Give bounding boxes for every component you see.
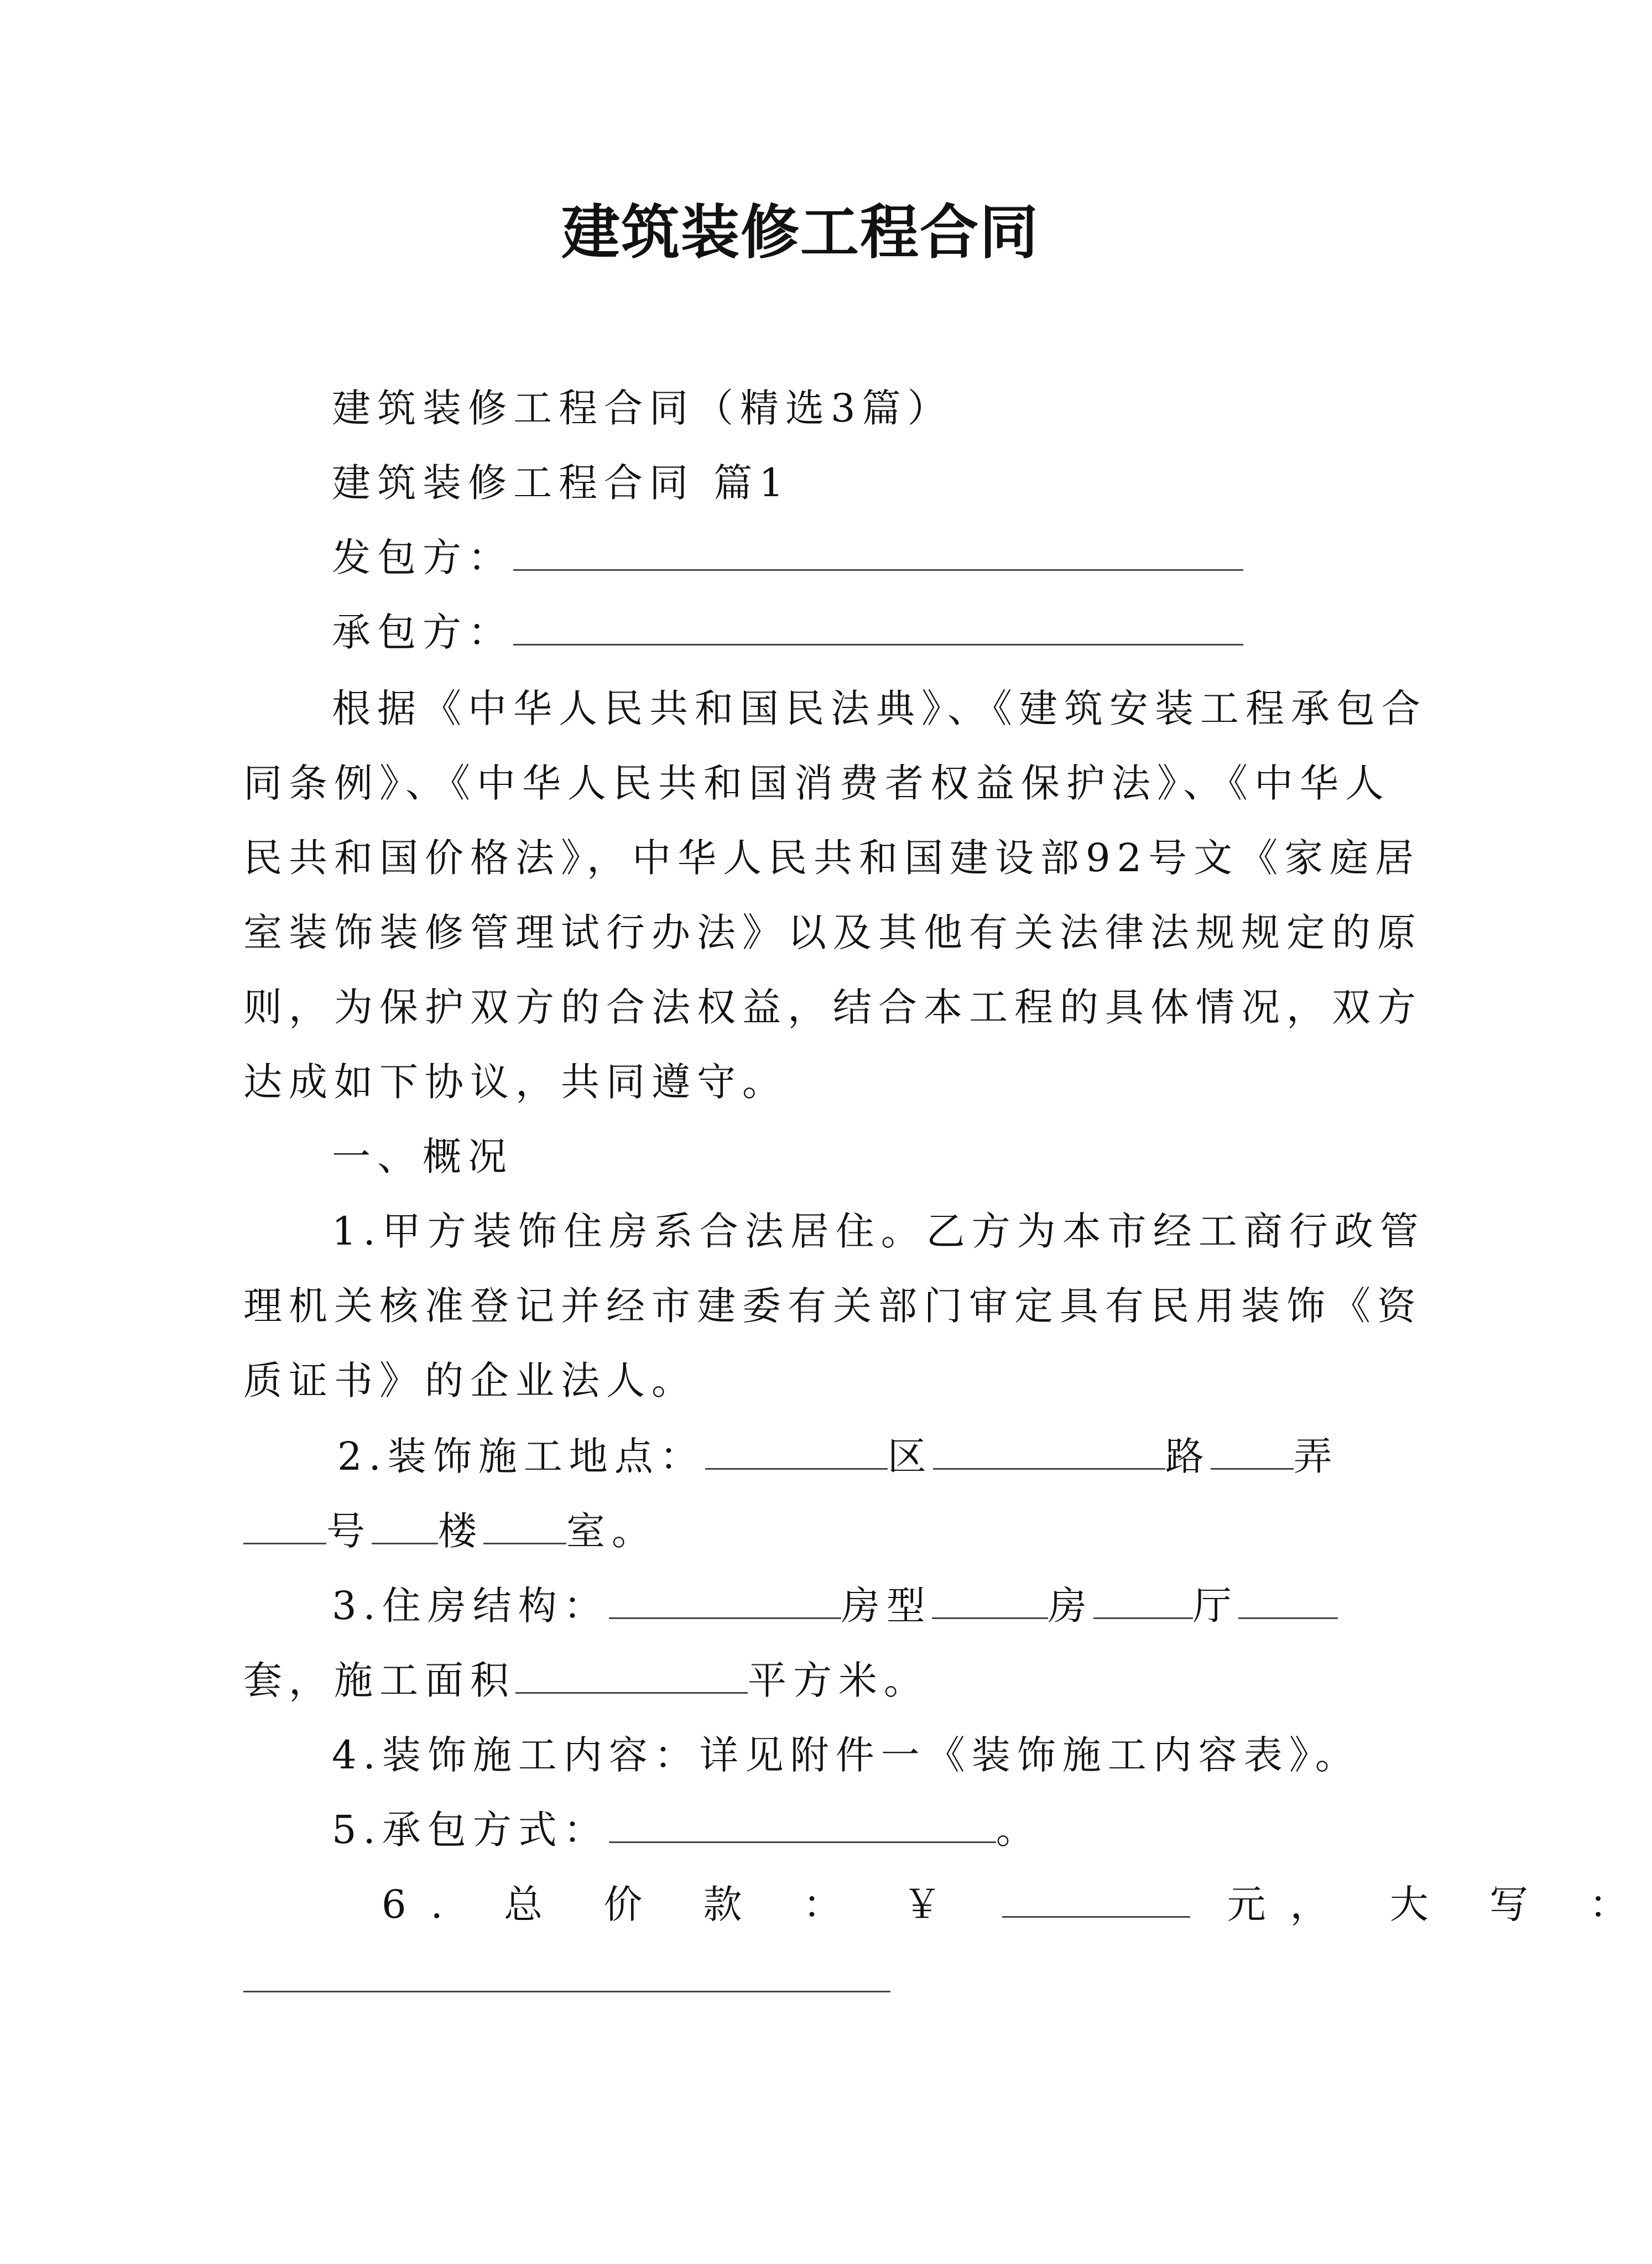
halls-blank: [1093, 1583, 1193, 1619]
preamble-line: 民共和国价格法》，中华人民共和国建设部92号文《家庭居: [243, 835, 1421, 881]
party-b-label: 承包方：: [332, 610, 513, 655]
halls-label: 厅: [1192, 1583, 1238, 1628]
sqm-label: 平方米。: [748, 1658, 929, 1703]
district-label: 区: [887, 1434, 933, 1479]
building-label: 楼: [438, 1508, 483, 1554]
item-1-line: 质证书》的企业法人。: [243, 1358, 697, 1403]
structure-blank: [609, 1583, 841, 1619]
number-label: 号: [326, 1508, 372, 1554]
area-label: 套，施工面积: [243, 1658, 515, 1703]
item-3-row: [332, 1579, 1338, 1632]
currency-symbol: ￥: [903, 1882, 966, 1927]
party-a-label: 发包方：: [332, 535, 513, 580]
lane-blank: [1211, 1434, 1294, 1470]
preamble-line: 根据《中华人民共和国民法典》、《建筑安装工程承包合: [332, 686, 1427, 731]
document-title: 建筑装修工程合同: [561, 197, 1039, 267]
capital-amount-label: 大 写 ：: [1389, 1882, 1652, 1927]
room-blank: [483, 1508, 566, 1544]
capital-amount-blank: [243, 1956, 890, 1992]
number-blank: [243, 1508, 326, 1544]
party-a-row: [332, 531, 1243, 584]
rooms-label: 房: [1048, 1583, 1093, 1628]
road-label: 路: [1165, 1434, 1211, 1479]
item-2-label: 2.装饰施工地点：: [337, 1434, 705, 1479]
item-2-row-cont: [243, 1505, 657, 1558]
preamble-line: 达成如下协议，共同遵守。: [243, 1059, 788, 1105]
suites-blank: [1238, 1583, 1338, 1619]
road-blank: [933, 1434, 1165, 1470]
preamble-line: 同条例》、《中华人民共和国消费者权益保护法》、《中华人: [243, 761, 1390, 806]
item-6-row-cont: [243, 1953, 890, 2006]
house-type-label: 房型: [841, 1583, 932, 1628]
party-b-blank: [513, 610, 1243, 646]
lane-label: 弄: [1293, 1434, 1339, 1479]
party-a-blank: [513, 535, 1243, 571]
item-1-line: 1.甲方装饰住房系合法居住。乙方为本市经工商行政管: [332, 1209, 1425, 1254]
party-b-row: [332, 606, 1243, 659]
section-heading: 建筑装修工程合同 篇1: [332, 460, 790, 506]
item-5-end: 。: [996, 1807, 1041, 1852]
district-blank: [705, 1434, 888, 1470]
item-6-label: 6. 总 价 款 ：: [382, 1882, 866, 1927]
overview-heading: 一、概况: [332, 1134, 513, 1179]
building-blank: [372, 1508, 438, 1544]
rooms-blank: [932, 1583, 1048, 1619]
item-6-row: [382, 1878, 1652, 1931]
contract-method-blank: [609, 1807, 996, 1843]
room-label: 室。: [566, 1508, 657, 1554]
item-1-line: 理机关核准登记并经市建委有关部门审定具有民用装饰《资: [243, 1283, 1422, 1329]
item-5-label: 5.承包方式：: [332, 1807, 609, 1852]
total-amount-blank: [1002, 1882, 1190, 1918]
area-blank: [515, 1658, 748, 1694]
item-3-label: 3.住房结构：: [332, 1583, 609, 1628]
preamble-line: 则，为保护双方的合法权益，结合本工程的具体情况，双方: [243, 985, 1422, 1030]
yuan-label: 元: [1227, 1882, 1290, 1927]
preamble-line: 室装饰装修管理试行办法》以及其他有关法律法规规定的原: [243, 910, 1422, 955]
item-3-row-cont: [243, 1654, 929, 1707]
item-2-row: [337, 1430, 1339, 1483]
item-4-text: 4.装饰施工内容：详见附件一《装饰施工内容表》。: [332, 1732, 1361, 1778]
item-5-row: [332, 1803, 1041, 1856]
document-subtitle: 建筑装修工程合同（精选3篇）: [332, 386, 953, 431]
comma: ，: [1290, 1882, 1353, 1927]
